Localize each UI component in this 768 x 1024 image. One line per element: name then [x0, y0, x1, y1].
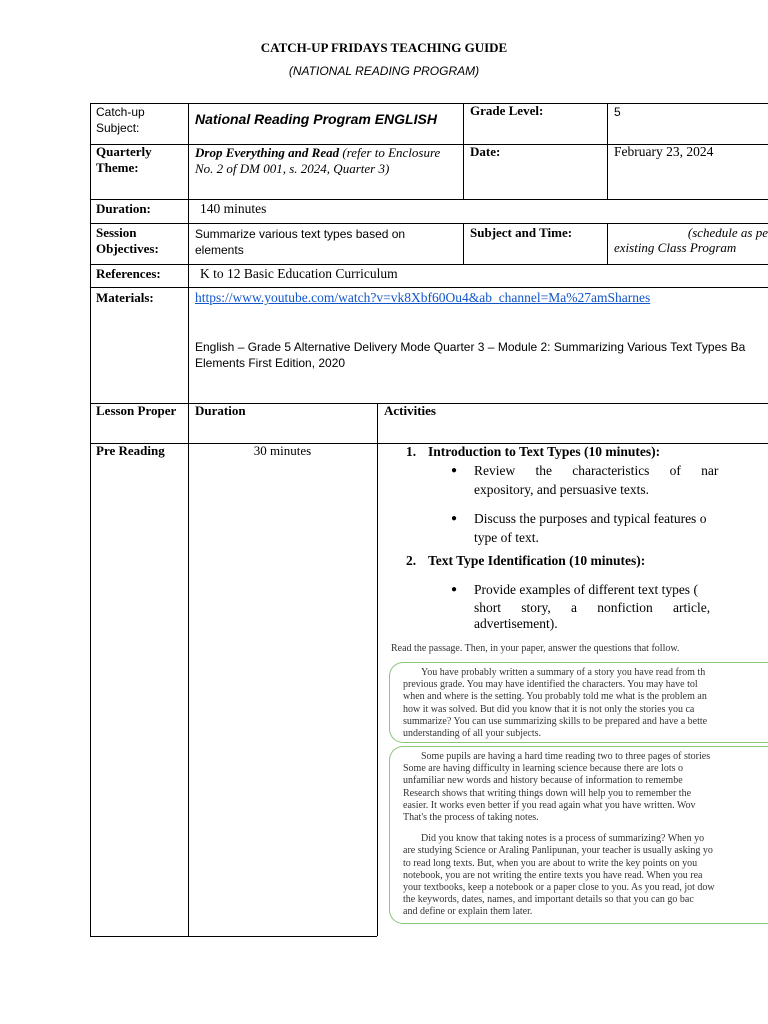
activity1-number: 1.	[406, 444, 417, 459]
lesson-proper-header: Lesson Proper	[96, 403, 177, 418]
subject-label: Catch-up Subject:	[96, 105, 145, 135]
passage-line: the keywords, dates, names, and important details so that you can go bac	[403, 894, 694, 906]
bullet-icon: ●	[451, 513, 458, 524]
theme-label: Quarterly Theme:	[96, 144, 152, 175]
passage-line: to read long texts. But, when you are about to write the key points on you	[403, 857, 698, 869]
passage-line: You have probably written a summary of a story you have read from th	[421, 667, 706, 678]
passage-line: how it was solved. But did you know that it is not only the stories you ca	[403, 703, 695, 715]
objectives-label: Session Objectives:	[96, 225, 159, 256]
references-label: References:	[96, 266, 161, 281]
subject-time-label: Subject and Time:	[470, 225, 573, 240]
theme-value-bold: Drop Everything and Read	[195, 145, 340, 160]
page-title: CATCH-UP FRIDAYS TEACHING GUIDE	[260, 40, 508, 55]
subject-time-value-2: existing Class Program	[614, 240, 737, 255]
references-value: K to 12 Basic Education Curriculum	[200, 266, 398, 281]
passage-instruction: Read the passage. Then, in your paper, answer the questions that follow.	[391, 643, 680, 654]
passage-line: when and where is the setting. You probably told me what is the problem an	[403, 691, 707, 703]
passage-line: notebook, you are not writing the entire texts you have read. When you rea	[403, 869, 703, 881]
theme-value-rest: (refer to Enclosure No. 2 of DM 001, s. 2024, Quarter 3)	[195, 145, 441, 176]
theme-value	[195, 145, 457, 177]
activity2-number: 2.	[406, 553, 417, 568]
materials-link[interactable]: https://www.youtube.com/watch?v=vk8Xbf60Ou4&ab_channel=Ma%27amSharnes	[195, 290, 651, 305]
passage-box-2	[389, 746, 768, 924]
materials-text-1: English – Grade 5 Alternative Delivery Mode Quarter 3 – Module 2: Summarizing Various Text Types Ba	[195, 340, 746, 354]
passage-line: and define or explain them later.	[403, 906, 533, 918]
activity1-bullet1-line2: expository, and persuasive texts.	[474, 482, 649, 497]
date-value: February 23, 2024	[614, 144, 714, 159]
pre-reading-duration: 30 minutes	[253, 443, 312, 458]
passage-line: are studying Science or Araling Panlipunan, your teacher is usually asking yo	[403, 845, 713, 857]
page-subtitle: (NATIONAL READING PROGRAM)	[288, 64, 480, 78]
passage-line: Research shows that writing things down will help you to remember the	[403, 787, 692, 799]
bullet-icon: ●	[451, 465, 458, 476]
activity1-bullet2-line2: type of text.	[474, 530, 539, 545]
activities-header: Activities	[384, 403, 436, 418]
duration-value: 140 minutes	[200, 201, 267, 216]
activity1-bullet2-line1: Discuss the purposes and typical features o	[474, 511, 707, 526]
passage-line: easier. It works even better if you read again what you have written. Wov	[403, 799, 696, 811]
activity1-title: Introduction to Text Types (10 minutes):	[428, 444, 661, 459]
subject-value: National Reading Program ENGLISH	[195, 111, 437, 127]
passage-line: Did you know that taking notes is a process of summarizing? When yo	[421, 833, 705, 845]
passage-box-1	[389, 662, 768, 743]
activity2-bullet1-line2: short story, a nonfiction article,	[474, 600, 711, 615]
subject-time-value-1: (schedule as pe	[687, 225, 768, 240]
duration-label: Duration:	[96, 201, 151, 216]
materials-label: Materials:	[96, 290, 154, 305]
pre-reading-label: Pre Reading	[96, 443, 165, 458]
materials-text-2: Elements First Edition, 2020	[195, 356, 346, 370]
grade-label: Grade Level:	[470, 103, 544, 118]
passage-line: previous grade. You may have identified the characters. You may have tol	[403, 679, 698, 691]
date-label: Date:	[470, 144, 501, 159]
activity2-bullet1-line1: Provide examples of different text types (	[474, 582, 698, 597]
bullet-icon: ●	[451, 584, 458, 595]
passage-line: Some pupils are having a hard time reading two to three pages of stories	[421, 751, 711, 762]
passage-line: summarize? You can use summarizing skills to be prepared and have a bette	[403, 715, 708, 727]
duration-header: Duration	[195, 403, 246, 418]
grade-value: 5	[614, 105, 621, 119]
passage-line: Some are having difficulty in learning science because there are lots o	[403, 763, 683, 775]
passage-line: unfamiliar new words and history because of information to remembe	[403, 775, 683, 787]
passage-line: That's the process of taking notes.	[403, 812, 539, 824]
activity2-title: Text Type Identification (10 minutes):	[428, 553, 646, 568]
objectives-value: Summarize various text types based on elements	[195, 227, 406, 257]
activity1-bullet1-line1: Review the characteristics of nar	[474, 463, 719, 478]
activity2-bullet1-line3: advertisement).	[474, 616, 558, 631]
passage-line: your textbooks, keep a notebook or a paper close to you. As you read, jot dow	[403, 882, 715, 894]
passage-line: understanding of all your subjects.	[403, 728, 542, 740]
